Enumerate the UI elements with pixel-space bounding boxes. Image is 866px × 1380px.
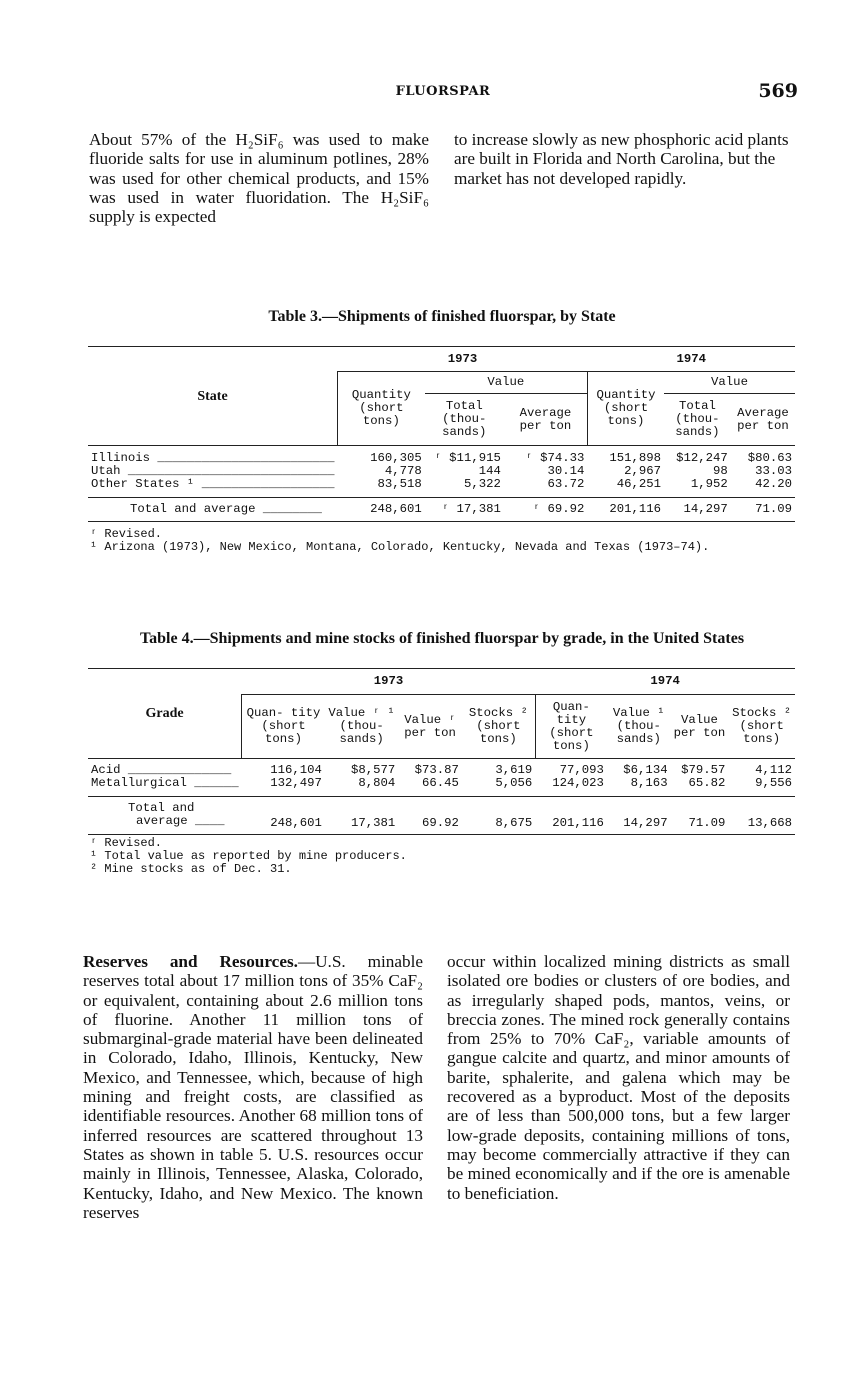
table3-total-cell: 71.09: [731, 497, 795, 521]
table4-row: [88, 764, 795, 777]
table3-cell: $80.63: [747, 450, 792, 465]
page-header: [88, 82, 798, 106]
running-title: FLUORSPAR: [395, 84, 491, 99]
table4-cell: $6,134: [623, 762, 668, 777]
table3-title: Table 3.—Shipments of finished fluorspar, by State: [268, 308, 616, 325]
table3-header-year-1974: 1974: [587, 347, 795, 372]
table3-header-total-1973: Total (thou- sands): [425, 394, 504, 446]
table4-footnote: ʳ Revised.: [90, 836, 163, 850]
table3-total-cell: ʳ 17,381: [425, 497, 504, 521]
table4-header-quantity-1973: Quan- tity (short tons): [242, 695, 325, 759]
table4-total-cell: 248,601: [242, 796, 325, 834]
reserves-left-paragraph: [83, 952, 423, 1222]
table3-footnotes: [90, 528, 709, 554]
table4-total-cell: 17,381: [325, 796, 398, 834]
table3-row: [88, 478, 795, 498]
table3: [88, 346, 795, 522]
table3-cell: 4,778: [384, 463, 422, 478]
table4-cell: $79.57: [681, 762, 726, 777]
reserves-left-text: —U.S. minable reserves total about 17 million tons of 35% CaF₂ or equivalent, containing about 2.6 million tons of fluorine. Another 11 million tons of submarginal-grade material have been delineated in Colorado, Idaho, Illinois, Kentucky, New Mexico, and Tennessee, which, because of high mining and freight costs, are classified as identifiable resources. Another 68 million tons of inferred resources are scattered throughout 13 States as shown in table 5. U.S. resources occur mainly in Illinois, Tennessee, Alaska, Colorado, Kentucky, Idaho, and New Mexico. The known reserves: [83, 952, 423, 1222]
page-number: 569: [758, 80, 798, 102]
table4-row: [88, 777, 795, 797]
table4-cell: 3,619: [495, 762, 533, 777]
table3-cell: 144: [478, 463, 501, 478]
table3-cell: 33.03: [755, 463, 792, 478]
table3-cell: 151,898: [609, 450, 661, 465]
table4-header-stocks-1973: Stocks ² (short tons): [462, 695, 535, 759]
table4-total-cell: 13,668: [728, 796, 795, 834]
table4-header-value-per-ton-1973: Value ʳ per ton: [398, 695, 462, 759]
table3-cell: 1,952: [664, 478, 731, 498]
reserves-right-column: [447, 952, 790, 1203]
table4-cell: 77,093: [559, 762, 604, 777]
table3-total-row: [88, 497, 795, 521]
reserves-left-column: [83, 952, 423, 1222]
table3-cell: 2,967: [624, 463, 661, 478]
table4-total-row: [88, 796, 795, 834]
table3-row: [88, 452, 795, 465]
intro-left-column: [89, 130, 429, 226]
table3-header-value-1974: Value: [664, 372, 795, 394]
table4-cell: 116,104: [270, 762, 322, 777]
table3-row-label: Utah ____________________________: [91, 463, 335, 478]
table4-cell: $73.87: [414, 762, 459, 777]
table4-cell: 132,497: [242, 777, 325, 797]
table4-cell: 65.82: [671, 777, 729, 797]
table3-cell: 83,518: [338, 478, 425, 498]
reserves-heading: Reserves and Resources.: [83, 952, 298, 971]
table4-cell: 124,023: [535, 777, 607, 797]
table3-cell: 63.72: [504, 478, 588, 498]
table3-total-cell: 14,297: [664, 497, 731, 521]
table3-header-year-1973: 1973: [338, 347, 588, 372]
table4-cell: 4,112: [755, 762, 792, 777]
table3-header-value-1973: Value: [425, 372, 588, 394]
table3-total-label: Total and average ________: [88, 497, 338, 521]
table4-total-label-line1: Total and: [128, 801, 195, 815]
table4-header-grade: Grade: [88, 669, 242, 759]
table4-header-value-1973: Value ʳ ¹ (thou- sands): [325, 695, 398, 759]
table3-cell: 42.20: [731, 478, 795, 498]
table4-row-label: Metallurgical ______: [88, 777, 242, 797]
table4-cell: 9,556: [728, 777, 795, 797]
table4-total-cell: 14,297: [607, 796, 671, 834]
table4-total-cell: 8,675: [462, 796, 535, 834]
table4-total-label: [88, 796, 242, 834]
table3-header-state: State: [88, 347, 338, 446]
table3-footnote: ʳ Revised.: [90, 527, 163, 541]
table4-cell: 8,804: [325, 777, 398, 797]
table4-footnote: ² Mine stocks as of Dec. 31.: [90, 862, 292, 876]
table3-cell: ʳ $74.33: [525, 450, 585, 465]
table3-header-quantity-1973: Quantity (short tons): [338, 372, 425, 446]
table4-header-value-1974: Value ¹ (thou- sands): [607, 695, 671, 759]
table4-header-quantity-1974: Quan- tity (short tons): [535, 695, 607, 759]
table4-total-cell: 69.92: [398, 796, 462, 834]
table4-header-stocks-1974: Stocks ² (short tons): [728, 695, 795, 759]
table3-total-cell: 201,116: [587, 497, 664, 521]
table3-row-label: Other States ¹ __________________: [88, 478, 338, 498]
table4-header-year-1973: 1973: [242, 669, 536, 695]
table4-header-year-1974: 1974: [535, 669, 795, 695]
table3-total-cell: ʳ 69.92: [504, 497, 588, 521]
table4-row-label: Acid ______________: [91, 762, 232, 777]
table3-cell: 5,322: [425, 478, 504, 498]
table4-title: Table 4.—Shipments and mine stocks of finished fluorspar by grade, in the United States: [139, 630, 745, 647]
table4-cell: 8,163: [607, 777, 671, 797]
table4-total-cell: 201,116: [535, 796, 607, 834]
table3-cell: 30.14: [547, 463, 585, 478]
table4-cell: 66.45: [398, 777, 462, 797]
reserves-right-text: occur within localized mining districts as small isolated ore bodies or clusters of ore bodies, and as irregularly shaped pods, mantos, veins, or breccia zones. The mined rock generally contains from 25% to 70% CaF₂, variable amounts of gangue calcite and quartz, and minor amounts of barite, sphalerite, and galena which may be recovered as a byproduct. Most of the deposits are of less than 500,000 tons, but a few larger low-grade deposits, containing millions of tons, may become commercially attractive if they can be mined economically and if the ore is amenable to beneficiation.: [447, 952, 790, 1203]
table4-header-value-per-ton-1974: Value per ton: [671, 695, 729, 759]
table4-cell: $8,577: [351, 762, 396, 777]
table4-total-label-line2: average ____: [136, 814, 225, 828]
table3-total-cell: 248,601: [338, 497, 425, 521]
table3-header-average-1974: Average per ton: [731, 394, 795, 446]
intro-left-text: About 57% of the H₂SiF₆ was used to make fluoride salts for use in aluminum potlines, 28% was used for other chemical products, and 15% was used in water fluoridation. The H₂SiF₆ supply is expected: [89, 130, 429, 227]
table3-row-label: Illinois ________________________: [91, 450, 335, 465]
table3-row: [88, 465, 795, 478]
table3-footnote: ¹ Arizona (1973), New Mexico, Montana, Colorado, Kentucky, Nevada and Texas (1973–74).: [90, 540, 710, 554]
intro-right-column: [454, 130, 797, 188]
table3-cell: ʳ $11,915: [434, 450, 501, 465]
table3-cell: $12,247: [676, 450, 728, 465]
table3-cell: 160,305: [370, 450, 422, 465]
table4-cell: 5,056: [462, 777, 535, 797]
table4-footnote: ¹ Total value as reported by mine producers.: [90, 849, 407, 863]
table3-cell: 46,251: [587, 478, 664, 498]
table3-header-average-1973: Average per ton: [504, 394, 588, 446]
table4-total-cell: 71.09: [671, 796, 729, 834]
table3-header-total-1974: Total (thou- sands): [664, 394, 731, 446]
table3-header-quantity-1974: Quantity (short tons): [587, 372, 664, 446]
table3-cell: 98: [713, 463, 728, 478]
table4: [88, 668, 795, 835]
table4-footnotes: [90, 837, 407, 876]
intro-right-text: to increase slowly as new phosphoric acid plants are built in Florida and North Carolina, but the market has not developed rapidly.: [454, 130, 789, 188]
